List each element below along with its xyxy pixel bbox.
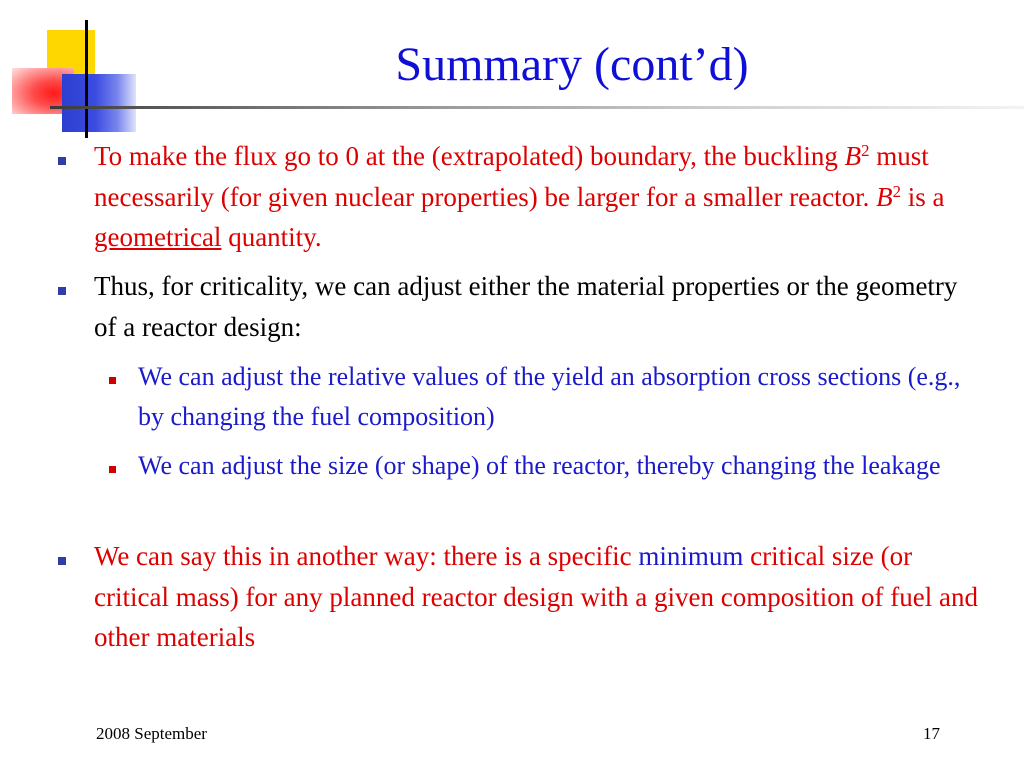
underlined-term: geometrical [94,222,222,252]
bullet-1-text-post: is a [901,181,945,212]
buckling-exponent: 2 [892,181,902,201]
highlighted-word: minimum [638,541,744,571]
slide-number: 17 [923,724,940,743]
bullet-3-text-end: critical size (or critical mass) for any planned reactor design with a given composition of fuel and other materials [94,541,978,652]
title-divider-line [50,106,1024,109]
buckling-symbol: B [844,141,862,171]
footer-date: 2008 September [96,724,207,743]
bullet-square-icon [58,287,66,295]
slide-title: Summary (cont’d) [395,38,749,91]
bullet-square-icon [58,157,66,165]
bullet-1 [94,136,984,258]
decorative-vertical-line [85,20,88,138]
bullet-1-text-mid: must necessarily (for given nuclear properties) be larger for a smaller reactor. [94,141,929,212]
sub-bullet-1: We can adjust the relative values of the yield an absorption cross sections (e.g., by changing the fuel composition) [138,362,961,431]
bullet-2: Thus, for criticality, we can adjust either the material properties or the geometry of a reactor design: [94,271,958,342]
bullet-1-text: To make the flux go to 0 at the (extrapolated) boundary, the buckling [94,141,845,171]
bullet-3 [94,536,984,658]
sub-bullet-square-icon [109,377,116,384]
sub-bullet-square-icon [109,466,116,473]
bullet-1-text-end: quantity. [221,222,322,252]
sub-bullet-2: We can adjust the size (or shape) of the reactor, thereby changing the leakage [138,451,941,480]
buckling-exponent: 2 [861,140,870,160]
bullet-square-icon [58,557,66,565]
bullet-3-text: We can say this in another way: there is a specific [94,541,639,571]
buckling-symbol: B [876,181,893,212]
